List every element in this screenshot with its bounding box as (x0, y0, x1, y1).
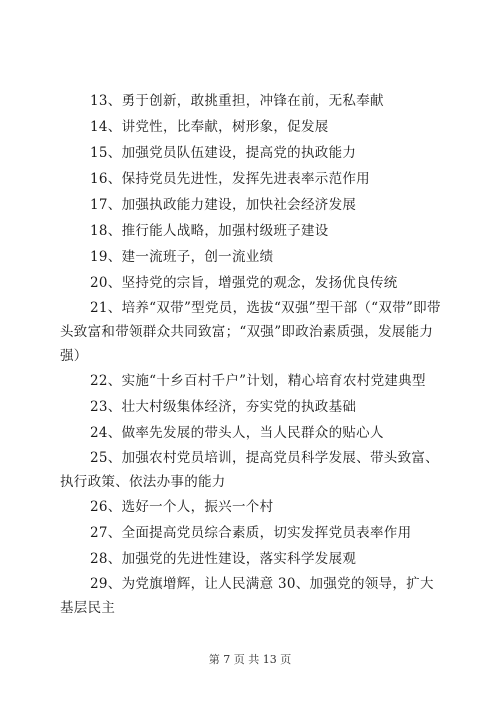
list-item: 28、加强党的先进性建设，落实科学发展观 (90, 551, 357, 567)
list-item: 21、培养“双带”型党员，选拔“双强”型干部（“双带”即带头致富和带领群众共同致富；“双强”即政治素质强，发展能力强） (60, 300, 441, 364)
list-item: 14、讲党性，比奉献，树形象，促发展 (90, 119, 329, 135)
list-item: 19、建一流班子，创一流业绩 (90, 249, 274, 265)
list-item: 24、做率先发展的带头人，当人民群众的贴心人 (90, 425, 384, 441)
list-item: 20、坚持党的宗旨，增强党的观念，发扬优良传统 (90, 275, 398, 291)
list-item: 29、为党旗增辉，让人民满意 30、加强党的领导，扩大基层民主 (60, 576, 434, 616)
list-item: 16、保持党员先进性，发挥先进表率示范作用 (90, 171, 370, 187)
list-item: 18、推行能人战略，加强村级班子建设 (90, 223, 329, 239)
list-item: 15、加强党员队伍建设，提高党的执政能力 (90, 145, 357, 161)
slogan-list (60, 88, 443, 620)
list-item: 17、加强执政能力建设，加快社会经济发展 (90, 197, 357, 213)
page-number: 第 7 页 共 13 页 (208, 653, 292, 666)
list-item: 26、选好一个人，振兴一个村 (90, 499, 274, 515)
list-item: 13、勇于创新，敢挑重担，冲锋在前，无私奉献 (90, 93, 384, 109)
list-item: 25、加强农村党员培训，提高党员科学发展、带头致富、执行政策、依法办事的能力 (60, 450, 439, 490)
list-item: 27、全面提高党员综合素质，切实发挥党员表率作用 (90, 525, 412, 541)
page-footer (0, 651, 500, 667)
list-item: 23、壮大村级集体经济，夯实党的执政基础 (90, 399, 357, 415)
list-item: 22、实施“十乡百村千户”计划，精心培育农村党建典型 (90, 373, 426, 389)
